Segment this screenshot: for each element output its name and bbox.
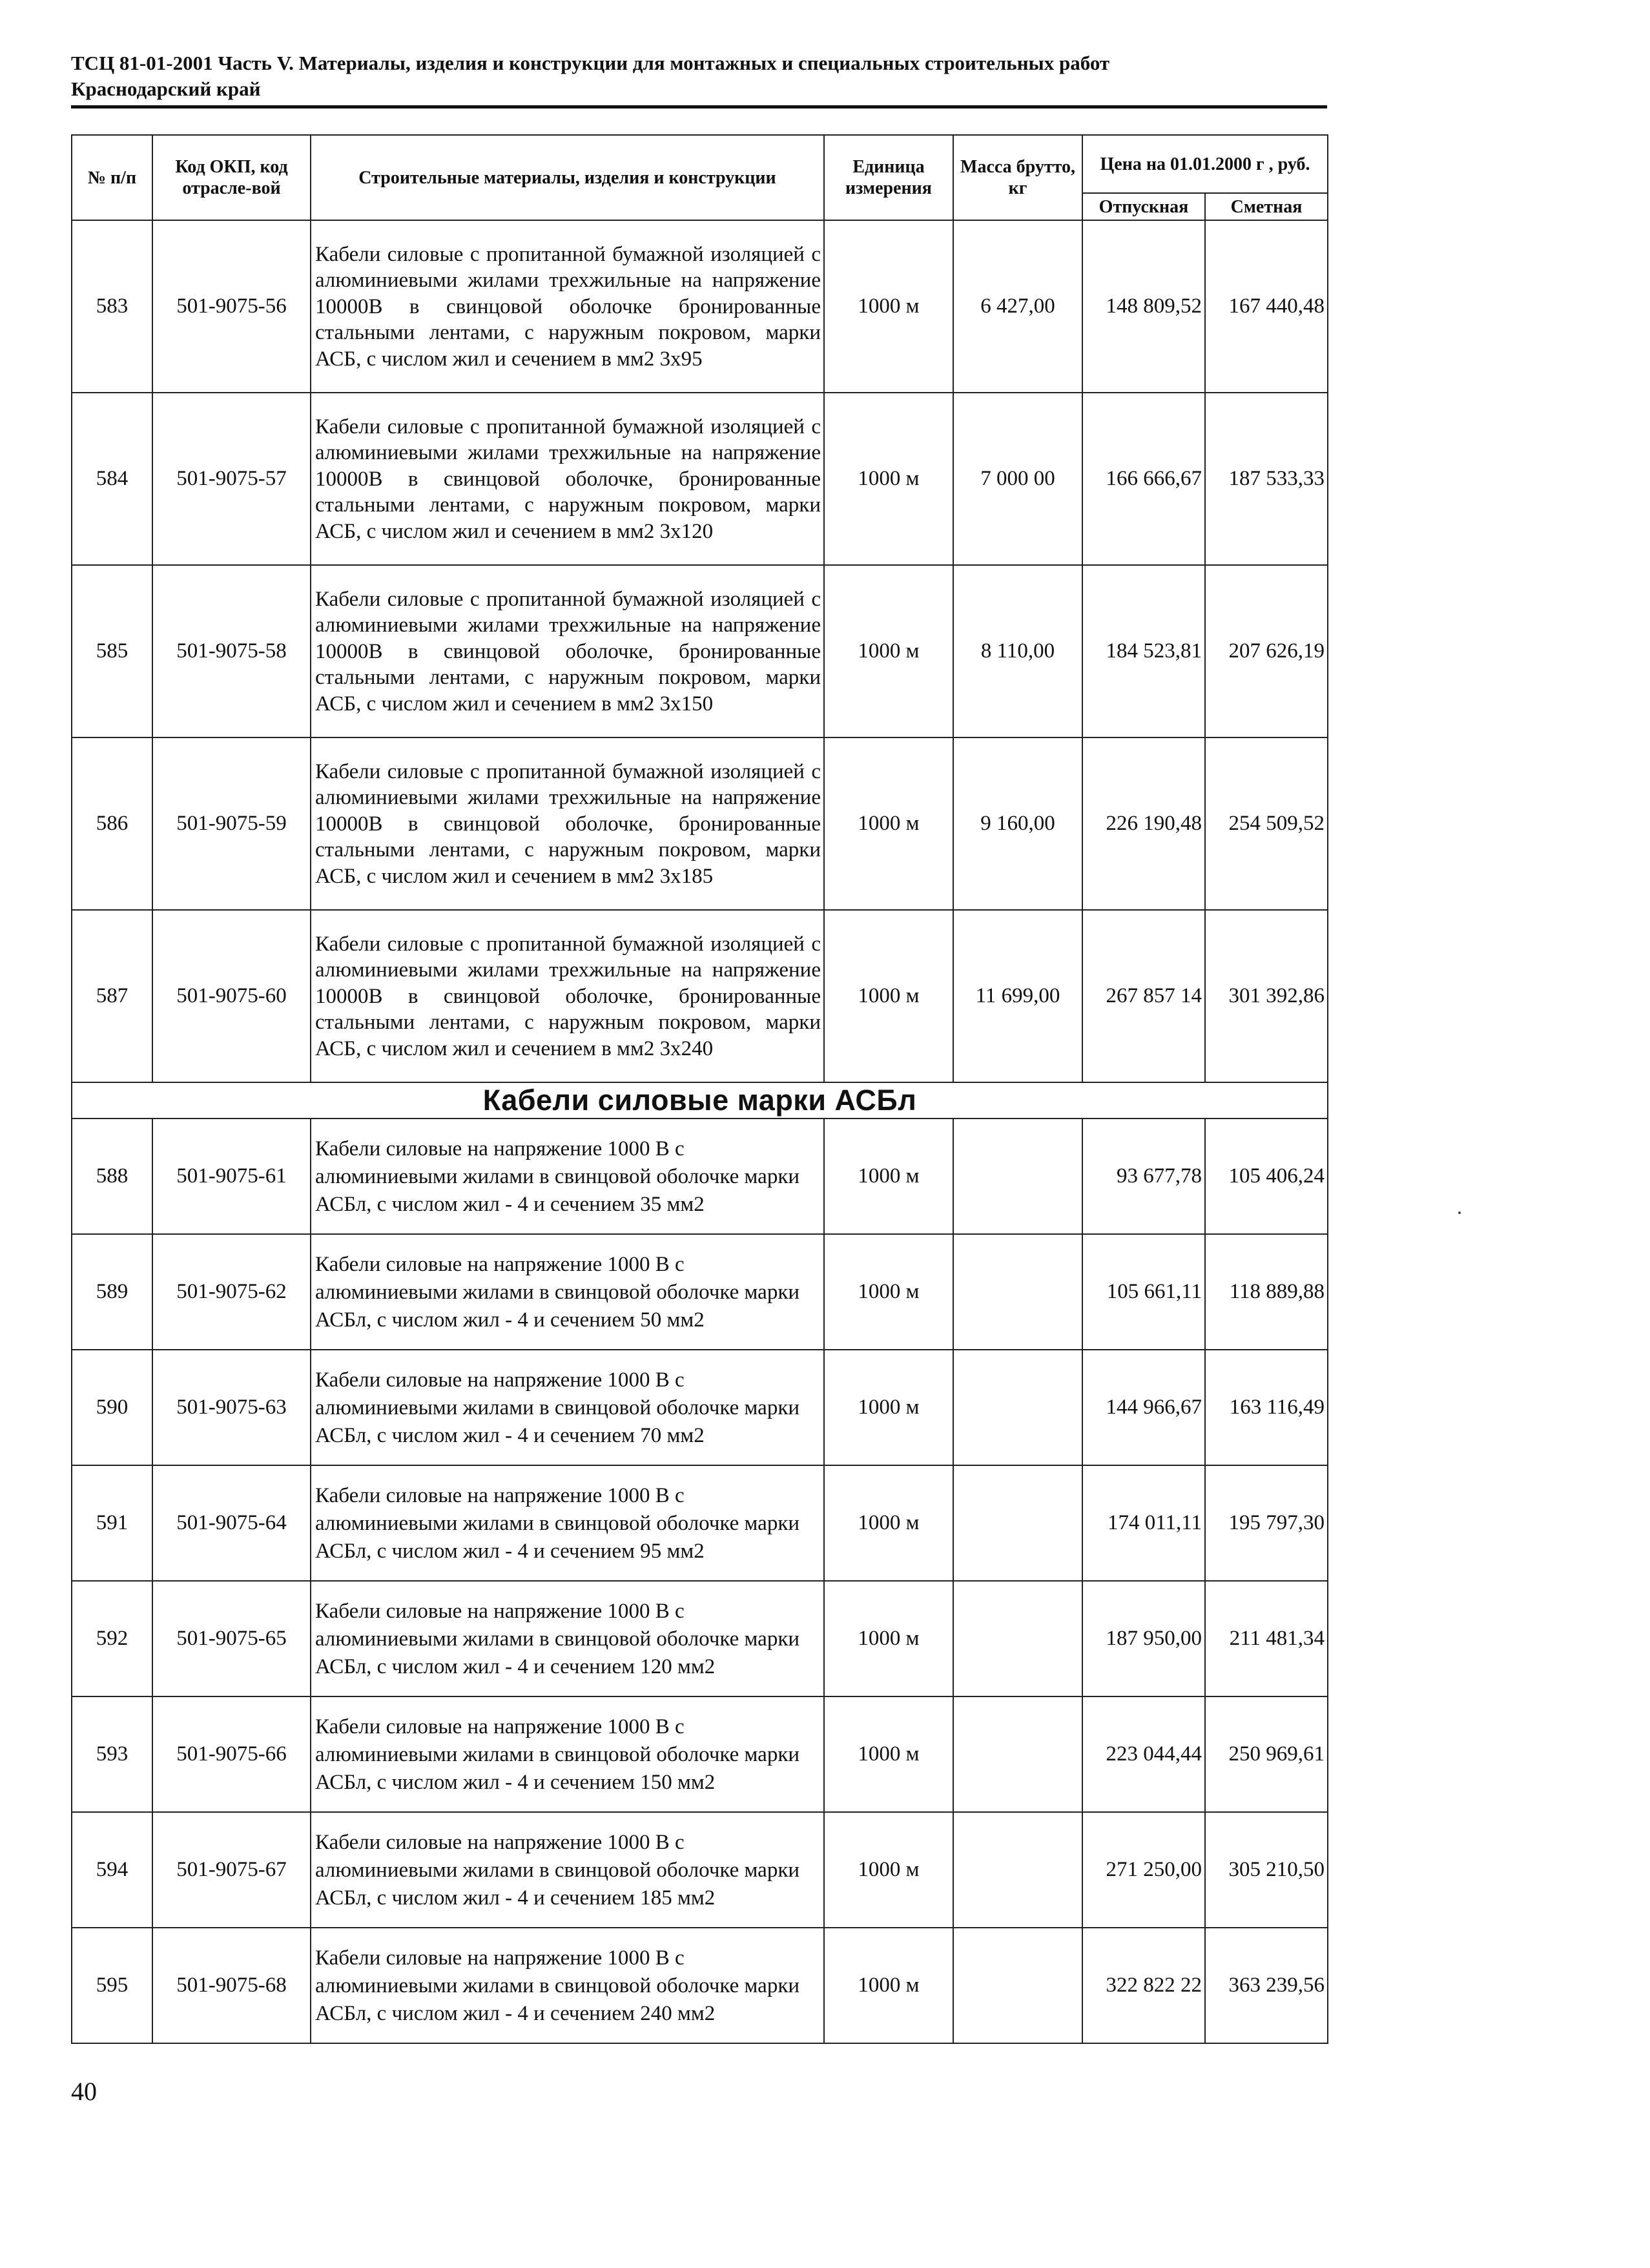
row-num: 586 <box>72 737 152 910</box>
table-row <box>72 1350 1328 1465</box>
row-estimate-price: 118 889,88 <box>1205 1234 1328 1350</box>
row-unit: 1000 м <box>824 565 953 737</box>
table-row <box>72 1812 1328 1928</box>
row-num: 591 <box>72 1465 152 1581</box>
row-unit: 1000 м <box>824 1234 953 1350</box>
row-name: Кабели силовые на напряжение 1000 В с алюминиевыми жилами в свинцовой оболочке марки АСБл, с числом жил - 4 и сечением 150 мм2 <box>311 1696 824 1812</box>
table-row <box>72 1581 1328 1696</box>
row-name: Кабели силовые с пропитанной бумажной изоляцией с алюминиевыми жилами трехжильные на напряжение 10000В в свинцовой оболочке, бронированные стальными лентами, с наружным покровом, марки АСБ, с числом жил и сечением в мм2 3х120 <box>311 393 824 565</box>
row-num: 589 <box>72 1234 152 1350</box>
row-num: 585 <box>72 565 152 737</box>
row-num: 595 <box>72 1928 152 2043</box>
row-name: Кабели силовые с пропитанной бумажной изоляцией с алюминиевыми жилами трехжильные на напряжение 10000В в свинцовой оболочке, бронированные стальными лентами, с наружным покровом, марки АСБ, с числом жил и сечением в мм2 3х150 <box>311 565 824 737</box>
row-release-price: 148 809,52 <box>1082 220 1205 393</box>
section-row <box>72 1082 1328 1119</box>
row-release-price: 174 011,11 <box>1082 1465 1205 1581</box>
row-unit: 1000 м <box>824 1465 953 1581</box>
row-unit: 1000 м <box>824 1696 953 1812</box>
header-title: ТСЦ 81-01-2001 Часть V. Материалы, изделия и конструкции для монтажных и специальных строительных работ <box>71 52 1110 74</box>
row-estimate-price: 254 509,52 <box>1205 737 1328 910</box>
row-unit: 1000 м <box>824 1350 953 1465</box>
table-row <box>72 1465 1328 1581</box>
table-row <box>72 910 1328 1082</box>
row-name: Кабели силовые на напряжение 1000 В с алюминиевыми жилами в свинцовой оболочке марки АСБл, с числом жил - 4 и сечением 240 мм2 <box>311 1928 824 2043</box>
row-release-price: 144 966,67 <box>1082 1350 1205 1465</box>
table-row <box>72 565 1328 737</box>
row-name: Кабели силовые на напряжение 1000 В с алюминиевыми жилами в свинцовой оболочке марки АСБл, с числом жил - 4 и сечением 70 мм2 <box>311 1350 824 1465</box>
row-mass <box>953 1234 1082 1350</box>
row-mass: 11 699,00 <box>953 910 1082 1082</box>
row-mass: 8 110,00 <box>953 565 1082 737</box>
row-code: 501-9075-58 <box>152 565 311 737</box>
row-estimate-price: 163 116,49 <box>1205 1350 1328 1465</box>
row-code: 501-9075-63 <box>152 1350 311 1465</box>
table-row <box>72 1696 1328 1812</box>
row-release-price: 223 044,44 <box>1082 1696 1205 1812</box>
row-mass <box>953 1581 1082 1696</box>
row-num: 584 <box>72 393 152 565</box>
col-header-num: № п/п <box>72 135 152 220</box>
row-mass <box>953 1812 1082 1928</box>
row-name: Кабели силовые с пропитанной бумажной изоляцией с алюминиевыми жилами трехжильные на напряжение 10000В в свинцовой оболочке, бронированные стальными лентами, с наружным покровом, марки АСБ, с числом жил и сечением в мм2 3х240 <box>311 910 824 1082</box>
row-mass <box>953 1928 1082 2043</box>
header-region: Краснодарский край <box>71 77 261 100</box>
table-body-asb <box>72 220 1328 1082</box>
row-release-price: 187 950,00 <box>1082 1581 1205 1696</box>
row-estimate-price: 195 797,30 <box>1205 1465 1328 1581</box>
section-asbl <box>72 1082 1328 1119</box>
row-name: Кабели силовые на напряжение 1000 В с алюминиевыми жилами в свинцовой оболочке марки АСБл, с числом жил - 4 и сечением 120 мм2 <box>311 1581 824 1696</box>
row-code: 501-9075-64 <box>152 1465 311 1581</box>
row-estimate-price: 305 210,50 <box>1205 1812 1328 1928</box>
row-code: 501-9075-56 <box>152 220 311 393</box>
col-header-estimate: Сметная <box>1205 193 1328 220</box>
row-unit: 1000 м <box>824 1812 953 1928</box>
table-row <box>72 1928 1328 2043</box>
row-name: Кабели силовые на напряжение 1000 В с алюминиевыми жилами в свинцовой оболочке марки АСБл, с числом жил - 4 и сечением 35 мм2 <box>311 1119 824 1234</box>
row-code: 501-9075-62 <box>152 1234 311 1350</box>
page-header <box>71 50 1363 102</box>
row-num: 594 <box>72 1812 152 1928</box>
row-code: 501-9075-61 <box>152 1119 311 1234</box>
scan-speck <box>1458 1211 1461 1214</box>
row-num: 590 <box>72 1350 152 1465</box>
row-num: 592 <box>72 1581 152 1696</box>
row-release-price: 322 822 22 <box>1082 1928 1205 2043</box>
col-header-code: Код ОКП, код отрасле-вой <box>152 135 311 220</box>
row-code: 501-9075-68 <box>152 1928 311 2043</box>
row-num: 583 <box>72 220 152 393</box>
table-row <box>72 393 1328 565</box>
table-row <box>72 220 1328 393</box>
row-mass: 7 000 00 <box>953 393 1082 565</box>
row-num: 588 <box>72 1119 152 1234</box>
row-unit: 1000 м <box>824 1119 953 1234</box>
table-row <box>72 1234 1328 1350</box>
row-estimate-price: 211 481,34 <box>1205 1581 1328 1696</box>
col-header-mass: Масса брутто, кг <box>953 135 1082 220</box>
row-name: Кабели силовые на напряжение 1000 В с алюминиевыми жилами в свинцовой оболочке марки АСБл, с числом жил - 4 и сечением 185 мм2 <box>311 1812 824 1928</box>
row-code: 501-9075-66 <box>152 1696 311 1812</box>
row-num: 587 <box>72 910 152 1082</box>
row-code: 501-9075-59 <box>152 737 311 910</box>
row-code: 501-9075-57 <box>152 393 311 565</box>
row-unit: 1000 м <box>824 1928 953 2043</box>
row-mass <box>953 1696 1082 1812</box>
row-name: Кабели силовые с пропитанной бумажной изоляцией с алюминиевыми жилами трехжильные на напряжение 10000В в свинцовой оболочке, бронированные стальными лентами, с наружным покровом, марки АСБ, с числом жил и сечением в мм2 3х185 <box>311 737 824 910</box>
row-name: Кабели силовые на напряжение 1000 В с алюминиевыми жилами в свинцовой оболочке марки АСБл, с числом жил - 4 и сечением 50 мм2 <box>311 1234 824 1350</box>
row-mass: 6 427,00 <box>953 220 1082 393</box>
col-header-release: Отпускная <box>1082 193 1205 220</box>
page-number: 40 <box>71 2077 97 2106</box>
row-release-price: 105 661,11 <box>1082 1234 1205 1350</box>
row-unit: 1000 м <box>824 393 953 565</box>
row-release-price: 267 857 14 <box>1082 910 1205 1082</box>
table-body-asbl <box>72 1119 1328 2043</box>
col-header-name: Строительные материалы, изделия и конструкции <box>311 135 824 220</box>
header-divider <box>71 105 1327 108</box>
row-release-price: 166 666,67 <box>1082 393 1205 565</box>
row-estimate-price: 105 406,24 <box>1205 1119 1328 1234</box>
table-row <box>72 1119 1328 1234</box>
col-header-unit: Единица измерения <box>824 135 953 220</box>
row-mass <box>953 1119 1082 1234</box>
row-estimate-price: 207 626,19 <box>1205 565 1328 737</box>
row-name: Кабели силовые на напряжение 1000 В с алюминиевыми жилами в свинцовой оболочке марки АСБл, с числом жил - 4 и сечением 95 мм2 <box>311 1465 824 1581</box>
row-estimate-price: 363 239,56 <box>1205 1928 1328 2043</box>
row-mass <box>953 1350 1082 1465</box>
col-header-price: Цена на 01.01.2000 г , руб. <box>1082 135 1328 193</box>
table-row <box>72 737 1328 910</box>
row-mass: 9 160,00 <box>953 737 1082 910</box>
row-estimate-price: 301 392,86 <box>1205 910 1328 1082</box>
row-release-price: 184 523,81 <box>1082 565 1205 737</box>
row-code: 501-9075-65 <box>152 1581 311 1696</box>
row-code: 501-9075-67 <box>152 1812 311 1928</box>
row-name: Кабели силовые с пропитанной бумажной изоляцией с алюминиевыми жилами трехжильные на напряжение 10000В в свинцовой оболочке бронированные стальными лентами, с наружным покровом, марки АСБ, с числом жил и сечением в мм2 3х95 <box>311 220 824 393</box>
row-num: 593 <box>72 1696 152 1812</box>
row-estimate-price: 167 440,48 <box>1205 220 1328 393</box>
row-release-price: 93 677,78 <box>1082 1119 1205 1234</box>
row-unit: 1000 м <box>824 737 953 910</box>
price-table <box>71 134 1328 2044</box>
row-release-price: 271 250,00 <box>1082 1812 1205 1928</box>
row-unit: 1000 м <box>824 910 953 1082</box>
section-title: Кабели силовые марки АСБл <box>72 1082 1328 1119</box>
row-estimate-price: 187 533,33 <box>1205 393 1328 565</box>
row-unit: 1000 м <box>824 220 953 393</box>
row-estimate-price: 250 969,61 <box>1205 1696 1328 1812</box>
row-release-price: 226 190,48 <box>1082 737 1205 910</box>
row-unit: 1000 м <box>824 1581 953 1696</box>
row-mass <box>953 1465 1082 1581</box>
row-code: 501-9075-60 <box>152 910 311 1082</box>
